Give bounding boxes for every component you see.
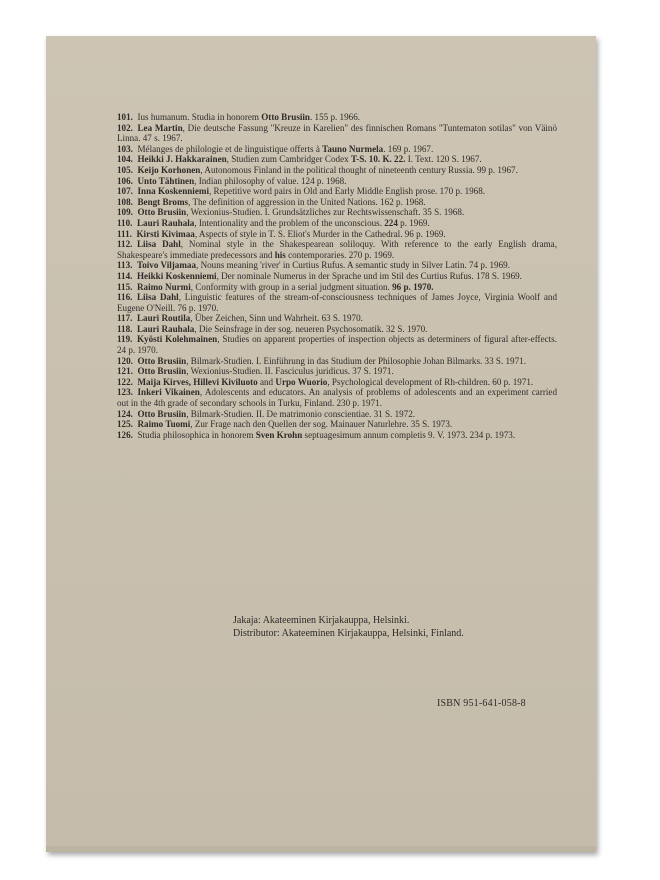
entry-name: Inna Koskenniemi — [137, 186, 209, 197]
entry-text: , The definition of aggression in the United Nations. 162 p. 1968. — [188, 196, 426, 207]
entry-text: , Linguistic features of the stream-of-consciousness techniques of James Joyce, Virginia Woolf and Eugene O'Neill. 76 p. 1970. — [117, 292, 557, 313]
entry-text: , Studies on apparent properties of inspection objects as determiners of figural after-effects. 24 p. 1970. — [117, 334, 557, 356]
entry-number: 122. — [117, 376, 133, 387]
entry-name: T-S. 10. K. 22. — [350, 154, 406, 165]
entry-text: , Bilmark-Studien. II. De matrimonio conscientiae. 31 S. 1972. — [186, 408, 416, 419]
distributor-finnish: Jakaja: Akateeminen Kirjakauppa, Helsinki. — [233, 615, 410, 626]
entry-number: 118. — [117, 323, 133, 334]
entry-text: temporaries. 270 p. 1969. — [301, 249, 395, 260]
list-item — [117, 123, 557, 144]
entry-number: 126. — [117, 429, 133, 440]
entry-text: . 155 p. 1966. — [310, 112, 361, 122]
entry-number: 124. — [117, 408, 133, 419]
list-item — [117, 356, 557, 367]
entry-number: 103. — [117, 143, 133, 154]
list-item — [117, 419, 557, 430]
entry-text: septuagesimum annum completis 9. V. 1973. 234 p. 1973. — [302, 429, 516, 440]
entry-name: Toivo Viljamaa — [136, 260, 197, 271]
entry-name: Urpo Wuorio — [275, 376, 328, 387]
entry-number: 106. — [117, 175, 133, 186]
list-item — [117, 207, 557, 218]
entry-text: , Wexionius-Studien. II. Fasciculus juridicus. 37 S. 1971. — [186, 366, 394, 377]
list-item — [117, 387, 557, 408]
entry-text: , Der nominale Numerus in der Sprache und im Stil des Curtius Rufus. 178 S. 1969. — [216, 270, 522, 281]
entry-name: Lauri Rauhala — [136, 217, 195, 228]
list-item — [117, 154, 557, 165]
entry-name: Raimo Tuomi — [137, 419, 191, 430]
entry-text: , Adolescents and educators. An analysis of problems of adolescents and an experiment carried out in the 4th grade of secondary schools in Turku, Finland. 230 p. 1971. — [117, 387, 557, 409]
entry-number: 123. — [117, 387, 133, 398]
list-item — [117, 366, 557, 377]
entry-name: 224 — [384, 217, 398, 228]
entry-name: Heikki J. Hakkarainen — [137, 154, 227, 165]
entry-name: his — [274, 249, 286, 260]
entry-name: Otto Brusiin — [137, 366, 187, 377]
list-item — [117, 260, 557, 271]
entry-text: , Studien zum Cambridger Codex — [226, 154, 351, 165]
entry-number: 116. — [117, 292, 133, 303]
list-item — [117, 409, 557, 420]
entry-text: , Intentionality and the problem of the unconscious. — [194, 217, 385, 228]
entry-text: p. 1969. — [397, 217, 430, 228]
entry-text: , Conformity with group in a serial judgment situation. — [190, 281, 393, 292]
entry-name: Tauno Nurmela — [322, 143, 384, 154]
entry-name: Lauri Routila — [136, 313, 191, 324]
entry-number: 102. — [117, 122, 133, 133]
entry-text: , Die deutsche Fassung "Kreuze in Karelien" des finnischen Romans "Tuntematon sotilas" von Väinö Linna. 47 s. 1967. — [117, 122, 558, 144]
list-item — [117, 144, 557, 155]
list-item — [117, 112, 557, 123]
entry-text: , Aspects of style in T. S. Eliot's Murder in the Cathedral. 96 p. 1969. — [194, 228, 446, 239]
list-item — [117, 292, 557, 313]
entry-text: , Bilmark-Studien. I. Einführung in das Studium der Philosophie Johan Bilmarks. 33 S. 1971. — [186, 355, 526, 366]
entry-number: 119. — [117, 334, 133, 345]
entry-name: Bengt Broms — [137, 196, 189, 207]
entry-number: 109. — [117, 207, 133, 218]
entry-number: 108. — [117, 196, 133, 207]
list-item — [117, 377, 557, 388]
entry-name: Heikki Koskenniemi — [136, 270, 217, 281]
list-item — [117, 176, 557, 187]
list-item — [117, 229, 557, 240]
entry-name: Inkeri Vikainen — [137, 387, 200, 398]
entry-number: 111. — [117, 228, 132, 239]
entry-text: and — [257, 376, 276, 387]
entry-name: Maija Kirves, Hillevi Kiviluoto — [137, 376, 258, 387]
entry-name: Lea Martin — [137, 122, 183, 133]
entry-text: , Repetitive word pairs in Old and Early Middle English prose. 170 p. 1968. — [208, 186, 486, 197]
entry-text: , Über Zeichen, Sinn und Wahrheit. 63 S. 1970. — [190, 313, 363, 324]
entry-name: Otto Brusiin — [137, 408, 187, 419]
entry-text: , Zur Frage nach den Quellen der sog. Mainauer Naturlehre. 35 S. 1973. — [190, 419, 453, 430]
list-item — [117, 218, 557, 229]
entry-name: Sven Krohn — [255, 429, 303, 440]
entry-number: 104. — [117, 154, 133, 165]
isbn-number: ISBN 951-641-058-8 — [437, 698, 526, 709]
entry-number: 115. — [117, 281, 133, 292]
entry-text: Mélanges de philologie et de linguistique offerts à — [137, 143, 323, 154]
entry-number: 125. — [117, 419, 133, 430]
entry-number: 114. — [117, 270, 133, 281]
list-item — [117, 165, 557, 176]
entry-number: 112. — [117, 239, 133, 250]
entry-number: 105. — [117, 164, 133, 175]
entry-name: Kyösti Kolehmainen — [136, 334, 218, 345]
entry-name: Liisa Dahl — [136, 292, 179, 303]
entry-text: , Autonomous Finland in the political thought of nineteenth century Russia. 99 p. 1967. — [200, 164, 518, 175]
entry-text: , Indian philosophy of value. 124 p. 1968. — [194, 175, 347, 186]
entry-text: , Nouns meaning 'river' in Curtius Rufus. A semantic study in Silver Latin. 74 p. 1969. — [196, 260, 510, 271]
entry-text: . 169 p. 1967. — [383, 143, 434, 154]
entry-text: , Nominal style in the Shakespearean soliloquy. With reference to the early English drama, Shakespeare's immediate predecessors and — [117, 239, 557, 260]
list-item — [117, 197, 557, 208]
list-item — [117, 430, 557, 441]
list-item — [117, 239, 557, 260]
entry-name: 96 p. 1970. — [392, 281, 434, 292]
entry-name: Lauri Rauhala — [136, 323, 195, 334]
entry-number: 120. — [117, 355, 133, 366]
entry-name: Kirsti Kivimaa — [136, 228, 195, 239]
entry-text: I. Text. 120 S. 1967. — [405, 154, 482, 165]
list-item — [117, 324, 557, 335]
entry-number: 110. — [117, 217, 133, 228]
entry-text: , Wexionius-Studien. I. Grundsätzliches zur Rechtswissenschaft. 35 S. 1968. — [186, 207, 465, 218]
list-item — [117, 282, 557, 293]
entry-text: , Psychological development of Rh-children. 60 p. 1971. — [327, 376, 534, 387]
entry-name: Otto Brusiin — [137, 355, 187, 366]
entry-number: 117. — [117, 313, 133, 324]
list-item — [117, 334, 557, 355]
list-item — [117, 271, 557, 282]
distributor-english: Distributor: Akateeminen Kirjakauppa, Helsinki, Finland. — [233, 627, 464, 639]
entry-name: Liisa Dahl — [136, 239, 181, 250]
entry-name: Unto Tähtinen — [137, 175, 195, 186]
entry-text: con — [285, 249, 302, 260]
list-item — [117, 186, 557, 197]
entry-text: Ius humanum. Studia in honorem — [137, 112, 262, 122]
entry-name: Otto Brusiin — [137, 207, 187, 218]
entry-number: 113. — [117, 260, 133, 271]
entry-number: 107. — [117, 186, 133, 197]
entry-name: Otto Brusiin — [261, 112, 310, 122]
entry-text: , Die Seinsfrage in der sog. neueren Psychosomatik. 32 S. 1970. — [194, 323, 428, 334]
entry-text: Studia philosophica in honorem — [137, 429, 256, 440]
entry-name: Raimo Nurmi — [136, 281, 191, 292]
distributor-block — [233, 615, 464, 640]
entry-number: 101. — [117, 112, 133, 122]
entry-number: 121. — [117, 366, 133, 377]
publication-list — [117, 112, 557, 440]
entry-name: Keijo Korhonen — [137, 164, 201, 175]
list-item — [117, 313, 557, 324]
